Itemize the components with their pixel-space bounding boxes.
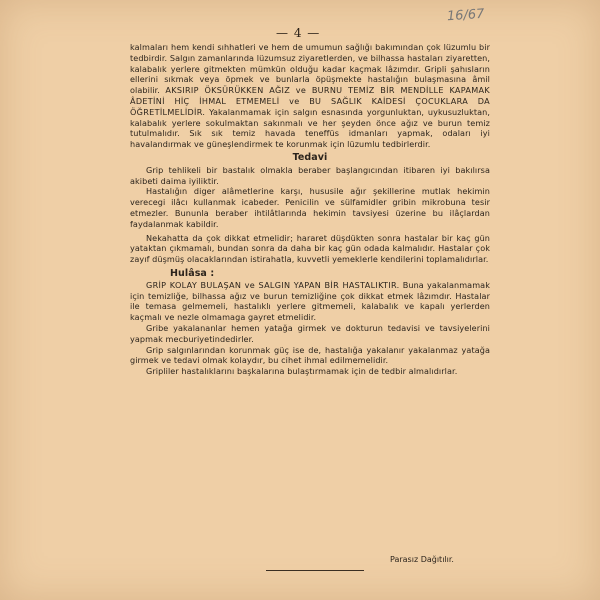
paragraph-prevention-rest: Yakalanmamak için salgın esnasında yorgunluktan, uykusuzluktan, kalabalık yerlere sokulmaktan sakınmalı ve her şeyden önce ağız ve burun temiz tutulmalıdır. Sık sık temiz havada teneffüs idmanları yapmak, odaları iyi havalandırmak ve güneşlendirmek te korunmak için lüzumlu tedbirlerdir. [130, 106, 491, 150]
paragraph-medication: Hastalığın diger alâmetlerine karşı, hususile ağır şekillerine mutlak hekimin verecegi ilâcı kullanmak icabeder. Penicilin ve sülfamidler gribin mikrobuna tesir etmezler. Bununla beraber ihtilâtlarında hekimin tavsiyesi üzerine bu ilâçlardan faydalanmak kabildir. [130, 186, 490, 229]
heading-treatment: Tedavi [292, 151, 328, 163]
paragraph-precautions: Gripliler hastalıklarını başkalarına bulaştırmamak için de tedbir almalıdırlar. [146, 366, 458, 377]
page-number: — 4 — [276, 26, 321, 40]
paragraph-prevention-text: kalmaları hem kendi sıhhatleri ve hem de umumun sağlığı bakımından çok lüzumlu bir tedbirdir. Salgın zamanlarında lüzumsuz ziyaretlerden, ve bilhassa hastaları ziyaretten, kalabalık yerlere gitmekten mümkün olduğu kadar kaçmak lâzımdır. Gripli şahısların ellerini sıkmak veya öpmek ve bunlarla öpüşmekte hastalığın bulaşmasına âmil olabilir. [130, 42, 490, 96]
paragraph-prevention-caps: AKSIRIP ÖKSÜRÜKKEN AĞIZ ve BURNU TEMİZ BİR MENDİLLE KAPAMAK ÂDETİNİ HİÇ İHMAL ETMEMELİ ve BU SAĞLIK KAİDESİ ÇOCUKLARA DA ÖĞRETİLMELİDİR. [130, 85, 490, 117]
paragraph-summary-caps: GRİP KOLAY BULAŞAN ve SALGIN YAPAN BİR HASTALIKTIR. [146, 279, 400, 290]
paragraph-convalescence: Nekahatta da çok dikkat etmelidir; hararet düşdükten sonra hastalar bir kaç gün yataktan çıkmamalı, bundan sonra da daha bir kaç gün odada kalmalıdır. Hastalar çok zayıf düşmüş olacaklarından istirahatla, kuvvetli yemeklerle kendilerini toplamalıdırlar. [130, 232, 490, 265]
free-distribution-note: Parasız Dağıtılır. [390, 555, 454, 564]
paragraph-outcome: Grip tehlikeli bir bastalık olmakla beraber başlangıcından itibaren iyi bakılırsa akibeti daima iyiliktir. [130, 164, 490, 186]
heading-summary: Hulâsa : [170, 267, 215, 279]
paragraph-treatment-easy: Grip salgınlarından korunmak güç ise de, hastalığa yakalanır yakalanmaz yatağa girmek ve tedavi olmak kolaydır, bu cihet ihmal edilmemelidir. [130, 344, 490, 366]
paragraph-prevention [130, 42, 490, 150]
footer-divider [266, 570, 364, 571]
handwritten-catalog-note: 16/67 [446, 6, 485, 25]
paragraph-summary-text: Buna yakalanmamak için temizliğe, bilhassa ağız ve burun temizliğine çok dikkat etmek lâzımdır. Hastalar ile temasa gelmemeli, hastalıklı yerlere gitmemeli, kalabalık ve kapalı yerlerden kaçmalı ve nezle olmamaga gayret etmelidir. [130, 279, 490, 323]
document-body [130, 42, 490, 377]
paragraph-summary-contagion [130, 280, 490, 323]
paragraph-bed-rest: Gribe yakalananlar hemen yatağa girmek ve dokturun tedavisi ve tavsiyelerini yapmak mecburiyetindedirler. [130, 322, 490, 344]
